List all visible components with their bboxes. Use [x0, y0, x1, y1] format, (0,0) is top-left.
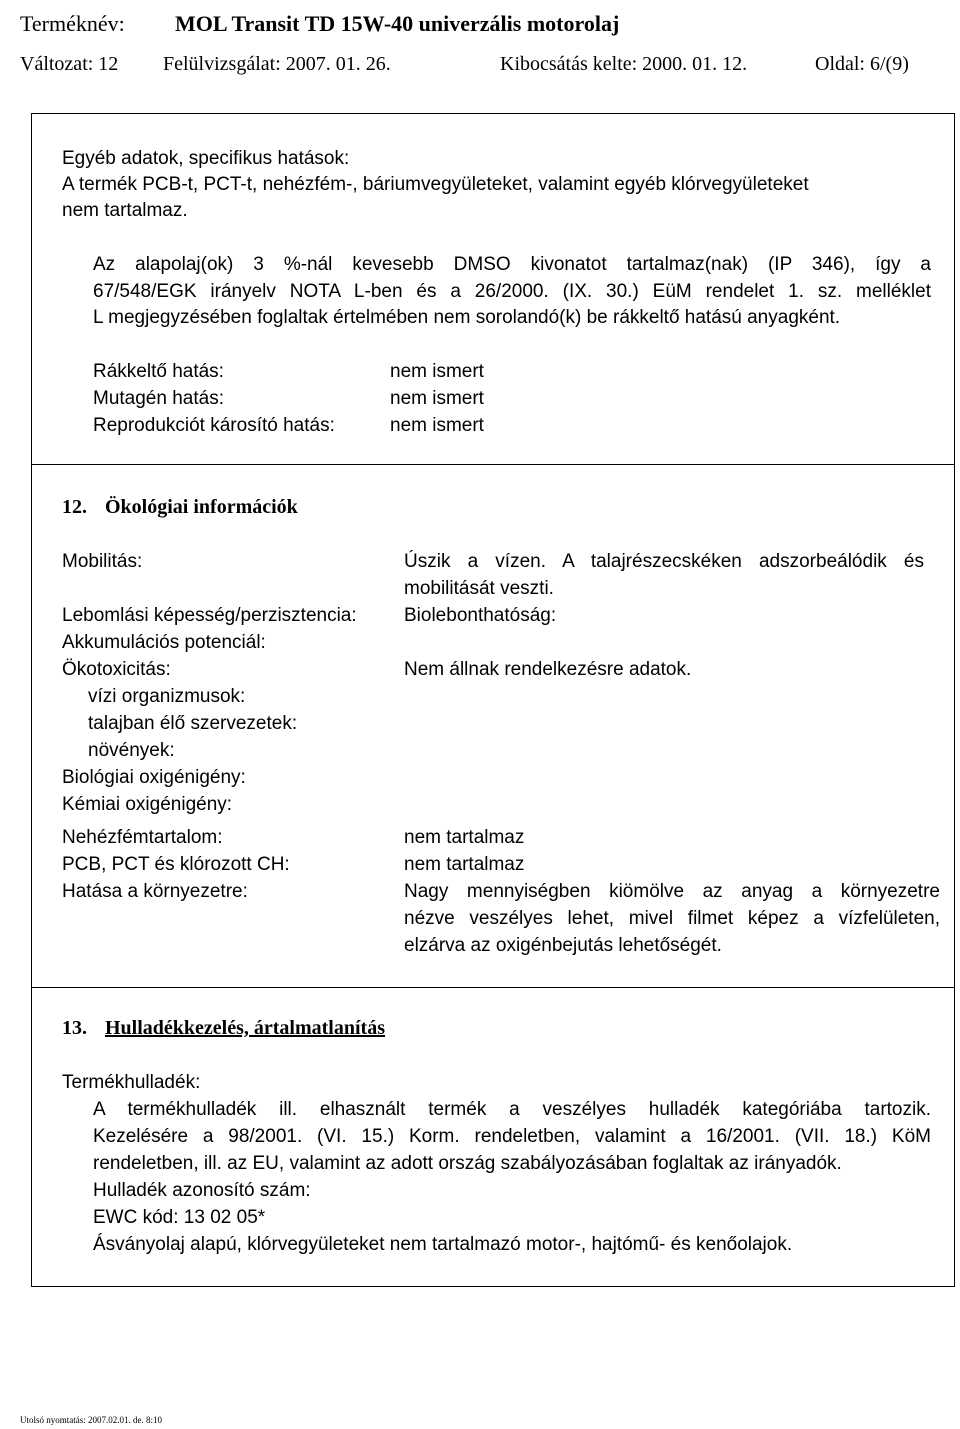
- heavy-metal-label: Nehézfémtartalom:: [62, 827, 223, 848]
- pcb-text-line1: A termék PCB-t, PCT-t, nehézfém-, báriumvegyületeket, valamint egyéb klórvegyületeket: [62, 174, 809, 195]
- carcinogenic-value: nem ismert: [390, 361, 484, 382]
- carcinogenic-label: Rákkeltő hatás:: [93, 361, 224, 382]
- ecotoxicity-value: Nem állnak rendelkezésre adatok.: [404, 659, 692, 680]
- reproductive-value: nem ismert: [390, 415, 484, 436]
- environment-effect-line3: elzárva az oxigénbejutás lehetőségét.: [404, 935, 722, 956]
- environment-effect-label: Hatása a környezetre:: [62, 881, 248, 902]
- section12-number: 12.: [62, 496, 87, 518]
- product-name: MOL Transit TD 15W-40 univerzális motorolaj: [175, 11, 620, 36]
- degradability-label: Lebomlási képesség/perzisztencia:: [62, 605, 357, 626]
- dmso-text-line2: 67/548/EGK irányelv NOTA L-ben és a 26/2000. (IX. 30.) EüM rendelet 1. sz. melléklet: [93, 281, 931, 302]
- dmso-text-line1: Az alapolaj(ok) 3 %-nál kevesebb DMSO kivonatot tartalmaz(nak) (IP 346), így a: [93, 254, 931, 275]
- section13-number: 13.: [62, 1017, 87, 1039]
- mutagenic-label: Mutagén hatás:: [93, 388, 224, 409]
- section12-title: Ökológiai információk: [105, 496, 298, 518]
- ecotoxicity-label: Ökotoxicitás:: [62, 659, 171, 680]
- bod-label: Biológiai oxigénigény:: [62, 767, 246, 788]
- version: Változat: 12: [20, 53, 119, 75]
- waste-id-label: Hulladék azonosító szám:: [93, 1180, 311, 1201]
- soil-organisms-label: talajban élő szervezetek:: [88, 713, 298, 734]
- mobility-label: Mobilitás:: [62, 551, 143, 572]
- product-label: Terméknév:: [20, 11, 125, 36]
- page-number: Oldal: 6/(9): [815, 53, 909, 75]
- pcb-text-line2: nem tartalmaz.: [62, 200, 188, 221]
- bioaccumulation-label: Akkumulációs potenciál:: [62, 632, 266, 653]
- dmso-text-line3: L megjegyzésében foglaltak értelmében nem sorolandó(k) be rákkeltő hatású anyagként.: [93, 307, 841, 328]
- ewc-code: EWC kód: 13 02 05*: [93, 1207, 266, 1228]
- other-data-title: Egyéb adatok, specifikus hatások:: [62, 148, 350, 169]
- cod-label: Kémiai oxigénigény:: [62, 794, 233, 815]
- pcb-label: PCB, PCT és klórozott CH:: [62, 854, 290, 875]
- environment-effect-line1: Nagy mennyiségben kiömölve az anyag a környezetre: [404, 881, 940, 902]
- reproductive-label: Reprodukciót károsító hatás:: [93, 415, 335, 436]
- revision-date: Felülvizsgálat: 2007. 01. 26.: [163, 53, 391, 75]
- issue-date: Kibocsátás kelte: 2000. 01. 12.: [500, 53, 748, 75]
- mobility-value-line2: mobilitását veszti.: [404, 578, 554, 599]
- environment-effect-line2: nézve veszélyes lehet, mivel filmet képez a vízfelületen,: [404, 908, 940, 929]
- plants-label: növények:: [88, 740, 175, 761]
- heavy-metal-value: nem tartalmaz: [404, 827, 525, 848]
- degradability-value: Biolebonthatóság:: [404, 605, 557, 626]
- ewc-description: Ásványolaj alapú, klórvegyületeket nem tartalmazó motor-, hajtómű- és kenőolajok.: [93, 1234, 793, 1255]
- mutagenic-value: nem ismert: [390, 388, 484, 409]
- product-waste-label: Termékhulladék:: [62, 1072, 201, 1093]
- section13-title: Hulladékkezelés, ártalmatlanítás: [105, 1017, 385, 1039]
- mobility-value-line1: Úszik a vízen. A talajrészecskéken adszorbeálódik és: [404, 551, 924, 572]
- waste-text-line2: Kezelésére a 98/2001. (VI. 15.) Korm. rendeletben, valamint a 16/2001. (VII. 18.) KöM: [93, 1126, 931, 1147]
- pcb-value: nem tartalmaz: [404, 854, 525, 875]
- aquatic-label: vízi organizmusok:: [88, 686, 246, 707]
- last-printed: Utolsó nyomtatás: 2007.02.01. de. 8:10: [20, 1415, 162, 1425]
- waste-text-line1: A termékhulladék ill. elhasznált termék a veszélyes hulladék kategóriába tartozik.: [93, 1099, 931, 1120]
- waste-text-line3: rendeletben, ill. az EU, valamint az adott ország szabályozásában foglaltak az irányadók.: [93, 1153, 842, 1174]
